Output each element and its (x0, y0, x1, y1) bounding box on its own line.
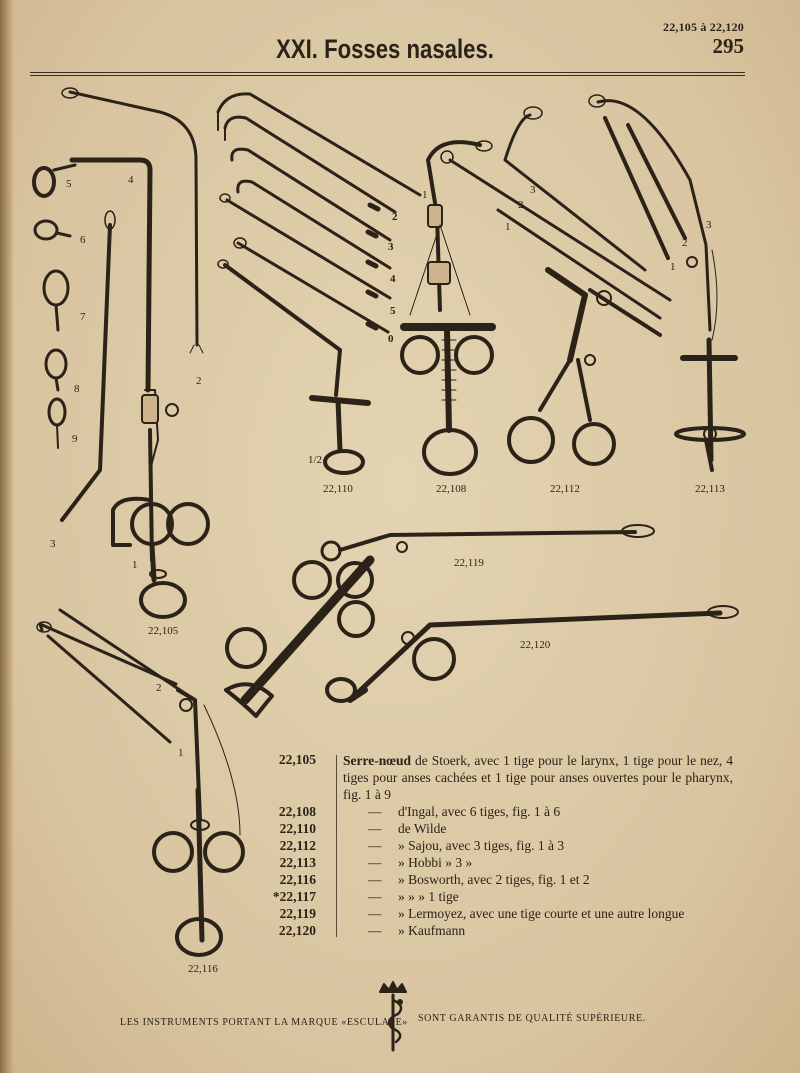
fig-number: 3 (50, 538, 56, 550)
page-number: 295 (712, 34, 744, 58)
fig-number: 3 (706, 219, 712, 231)
figure-caption-22120: 22,120 (520, 639, 551, 651)
table-row (268, 923, 738, 940)
figure-caption-22108: 22,108 (436, 483, 467, 495)
item-code: 22,108 (278, 804, 316, 819)
item-lead: Serre-nœud (343, 753, 412, 768)
fig-number: 1 (422, 189, 428, 201)
table-row (268, 855, 738, 872)
fig-number: 2 (156, 682, 162, 694)
item-code: 22,119 (279, 906, 316, 921)
fig-number: 7 (80, 311, 86, 323)
ditto-dash: — (368, 872, 382, 887)
item-description: » Sajou, avec 3 tiges, fig. 1 à 3 (398, 838, 565, 853)
fig-number: 1 (132, 559, 138, 571)
item-code: 22,113 (279, 855, 316, 870)
table-row (268, 821, 738, 838)
fig-number: 1 (670, 261, 676, 273)
fig-number: 5 (390, 305, 396, 317)
item-description (343, 752, 733, 803)
ditto-dash: — (368, 821, 382, 836)
item-description: » Kaufmann (398, 923, 466, 938)
instrument-22105 (34, 88, 208, 617)
table-row (268, 889, 738, 906)
figure-caption-22112: 22,112 (550, 483, 580, 495)
item-description: » Hobbi » 3 » (398, 855, 473, 870)
page-range: 22,105 à 22,120 (663, 20, 744, 34)
catalog-table (268, 752, 738, 940)
item-description-text: de Stoerk, avec 1 tige pour le larynx, 1 tige pour le nez, 4 tiges pour anses cachées et 1 tige pour anses ouvertes pour le pharynx, fig. 1 à 9 (343, 753, 733, 802)
table-row (268, 906, 738, 923)
esculape-caduceus-crown-icon (380, 982, 406, 1050)
fig-scale: 1/2 (308, 454, 323, 466)
ditto-dash: — (368, 804, 382, 819)
fig-number: 5 (66, 178, 72, 190)
fig-number: 2 (196, 375, 202, 387)
item-description: » Lermoyez, avec une tige courte et une autre longue (398, 906, 685, 921)
ditto-dash: — (368, 889, 382, 904)
instrument-22113 (589, 95, 744, 470)
fig-number: 1 (505, 221, 511, 233)
item-description: d'Ingal, avec 6 tiges, fig. 1 à 6 (398, 804, 561, 819)
item-code: 22,110 (279, 821, 316, 836)
figure-caption-22105: 22,105 (148, 625, 179, 637)
page-title: XXI. Fosses nasales. (276, 34, 494, 64)
figure-caption-22110: 22,110 (323, 483, 353, 495)
item-code: *22,117 (272, 889, 316, 904)
instrument-22112 (441, 107, 670, 464)
figure-caption-22119: 22,119 (454, 557, 484, 569)
item-description: » » » 1 tige (398, 889, 459, 904)
fig-number: 6 (80, 234, 86, 246)
table-row (268, 804, 738, 821)
ditto-dash: — (368, 923, 382, 938)
table-row (268, 872, 738, 889)
ditto-dash: — (368, 838, 382, 853)
item-description: » Bosworth, avec 2 tiges, fig. 1 et 2 (398, 872, 590, 887)
fig-number: 9 (72, 433, 78, 445)
fig-number: 0 (388, 333, 394, 345)
fig-number: 4 (128, 174, 134, 186)
figure-caption-22116: 22,116 (188, 963, 218, 975)
ditto-dash: — (368, 855, 382, 870)
item-code: 22,116 (279, 872, 316, 887)
footer-left-text: LES INSTRUMENTS PORTANT LA MARQUE «ESCULAPE» (120, 1017, 408, 1028)
fig-number: 8 (74, 383, 80, 395)
ditto-dash: — (368, 906, 382, 921)
table-row (268, 752, 738, 804)
item-code: 22,112 (279, 838, 316, 853)
fig-number: 2 (518, 199, 524, 211)
item-code: 22,120 (278, 923, 316, 938)
fig-number: 2 (682, 237, 688, 249)
fig-number: 2 (392, 211, 398, 223)
fig-number: 3 (530, 184, 536, 196)
footer-right-text: SONT GARANTIS DE QUALITÉ SUPÉRIEURE. (418, 1013, 646, 1024)
fig-number: 1 (178, 747, 184, 759)
figure-caption-22113: 22,113 (695, 483, 725, 495)
item-description: de Wilde (398, 821, 447, 836)
item-code: 22,105 (278, 752, 316, 767)
instrument-22120 (327, 606, 738, 701)
instrument-22116 (37, 610, 243, 955)
fig-number: 3 (388, 241, 394, 253)
fig-number: 4 (390, 273, 396, 285)
table-row (268, 838, 738, 855)
